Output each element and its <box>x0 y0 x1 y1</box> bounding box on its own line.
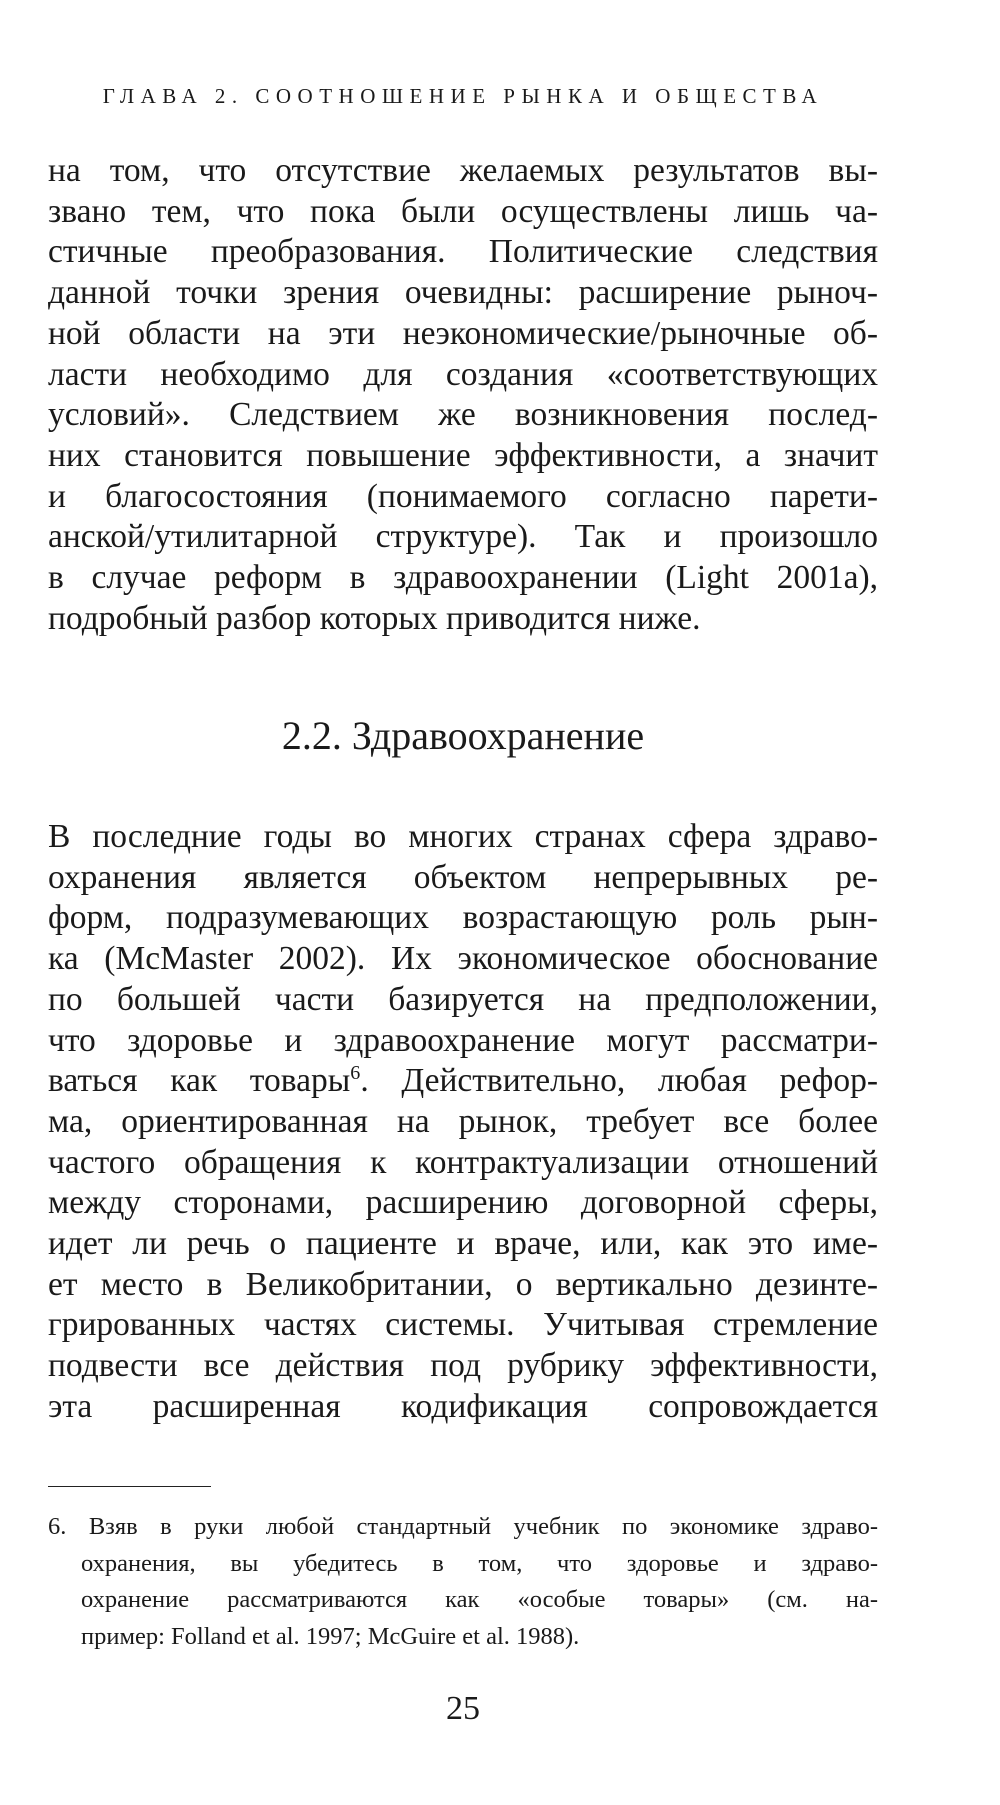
text-line: данной точки зрения очевидны: расширение рыноч- <box>48 274 878 312</box>
text-line: подробный разбор которых приводится ниже. <box>48 599 701 637</box>
text-line: частого обращения к контрактуализации отношений <box>48 1143 878 1181</box>
text-line: ет место в Великобритании, о вертикально дезинте- <box>48 1265 878 1303</box>
text-line: звано тем, что пока были осуществлены лишь ча- <box>48 192 878 230</box>
paragraph-continuation <box>48 151 878 639</box>
text-line: ласти необходимо для создания «соответствующих <box>48 355 878 393</box>
book-page <box>48 0 878 1805</box>
text-line: в случае реформ в здравоохранении (Light 2001a), <box>48 559 878 597</box>
text-line: них становится повышение эффективности, а значит <box>48 436 878 474</box>
text-line: стичные преобразования. Политические следствия <box>48 233 878 271</box>
text-line: и благосостояния (понимаемого согласно парети- <box>48 477 878 515</box>
page-number: 25 <box>446 1690 480 1727</box>
text-line: между сторонами, расширению договорной сферы, <box>48 1184 878 1222</box>
text-line: В последние годы во многих странах сфера здраво- <box>48 818 878 855</box>
text-line: ма, ориентированная на рынок, требует все более <box>48 1102 878 1140</box>
text-line: на том, что отсутствие желаемых результатов вы- <box>48 152 878 189</box>
text-line: ка (McMaster 2002). Их экономическое обоснование <box>48 940 878 978</box>
text-line: по большей части базируется на предположении, <box>48 980 878 1018</box>
text-fragment: ваться как товары <box>48 1062 351 1100</box>
running-head: ГЛАВА 2. СООТНОШЕНИЕ РЫНКА И ОБЩЕСТВА <box>102 84 824 108</box>
text-line: грированных частях системы. Учитывая стремление <box>48 1306 878 1344</box>
section-heading: 2.2. Здравоохранение <box>281 713 645 758</box>
text-line: охранения является объектом непрерывных ре- <box>48 858 878 896</box>
text-line: условий». Следствием же возникновения послед- <box>48 396 878 434</box>
text-line: подвести все действия под рубрику эффективности, <box>48 1347 878 1385</box>
footnote-line: пример: Folland et al. 1997; McGuire et al. 1988). <box>81 1622 580 1650</box>
footnote-reference[interactable]: 6 <box>350 1062 361 1085</box>
text-fragment: . Действительно, любая рефор- <box>360 1062 878 1100</box>
text-line: анской/утилитарной структуре). Так и произошло <box>48 518 878 556</box>
paragraph-healthcare <box>48 817 878 1428</box>
footnote-line: охранение рассматриваются как «особые товары» (см. на- <box>81 1586 878 1613</box>
text-line: идет ли речь о пациенте и враче, или, как это име- <box>48 1225 878 1263</box>
footnote-line: 6. Взяв в руки любой стандартный учебник по экономике здраво- <box>48 1513 878 1540</box>
text-line: что здоровье и здравоохранение могут рассматри- <box>48 1021 878 1059</box>
text-line-with-footnote <box>48 1061 878 1102</box>
footnote-divider <box>48 1486 211 1487</box>
text-line: ной области на эти неэкономические/рыночные об- <box>48 314 878 352</box>
footnote <box>48 1509 878 1655</box>
text-line: форм, подразумевающих возрастающую роль рын- <box>48 899 878 937</box>
footnote-line: охранения, вы убедитесь в том, что здоровье и здраво- <box>81 1549 878 1577</box>
text-line: эта расширенная кодификация сопровождается <box>48 1387 878 1425</box>
